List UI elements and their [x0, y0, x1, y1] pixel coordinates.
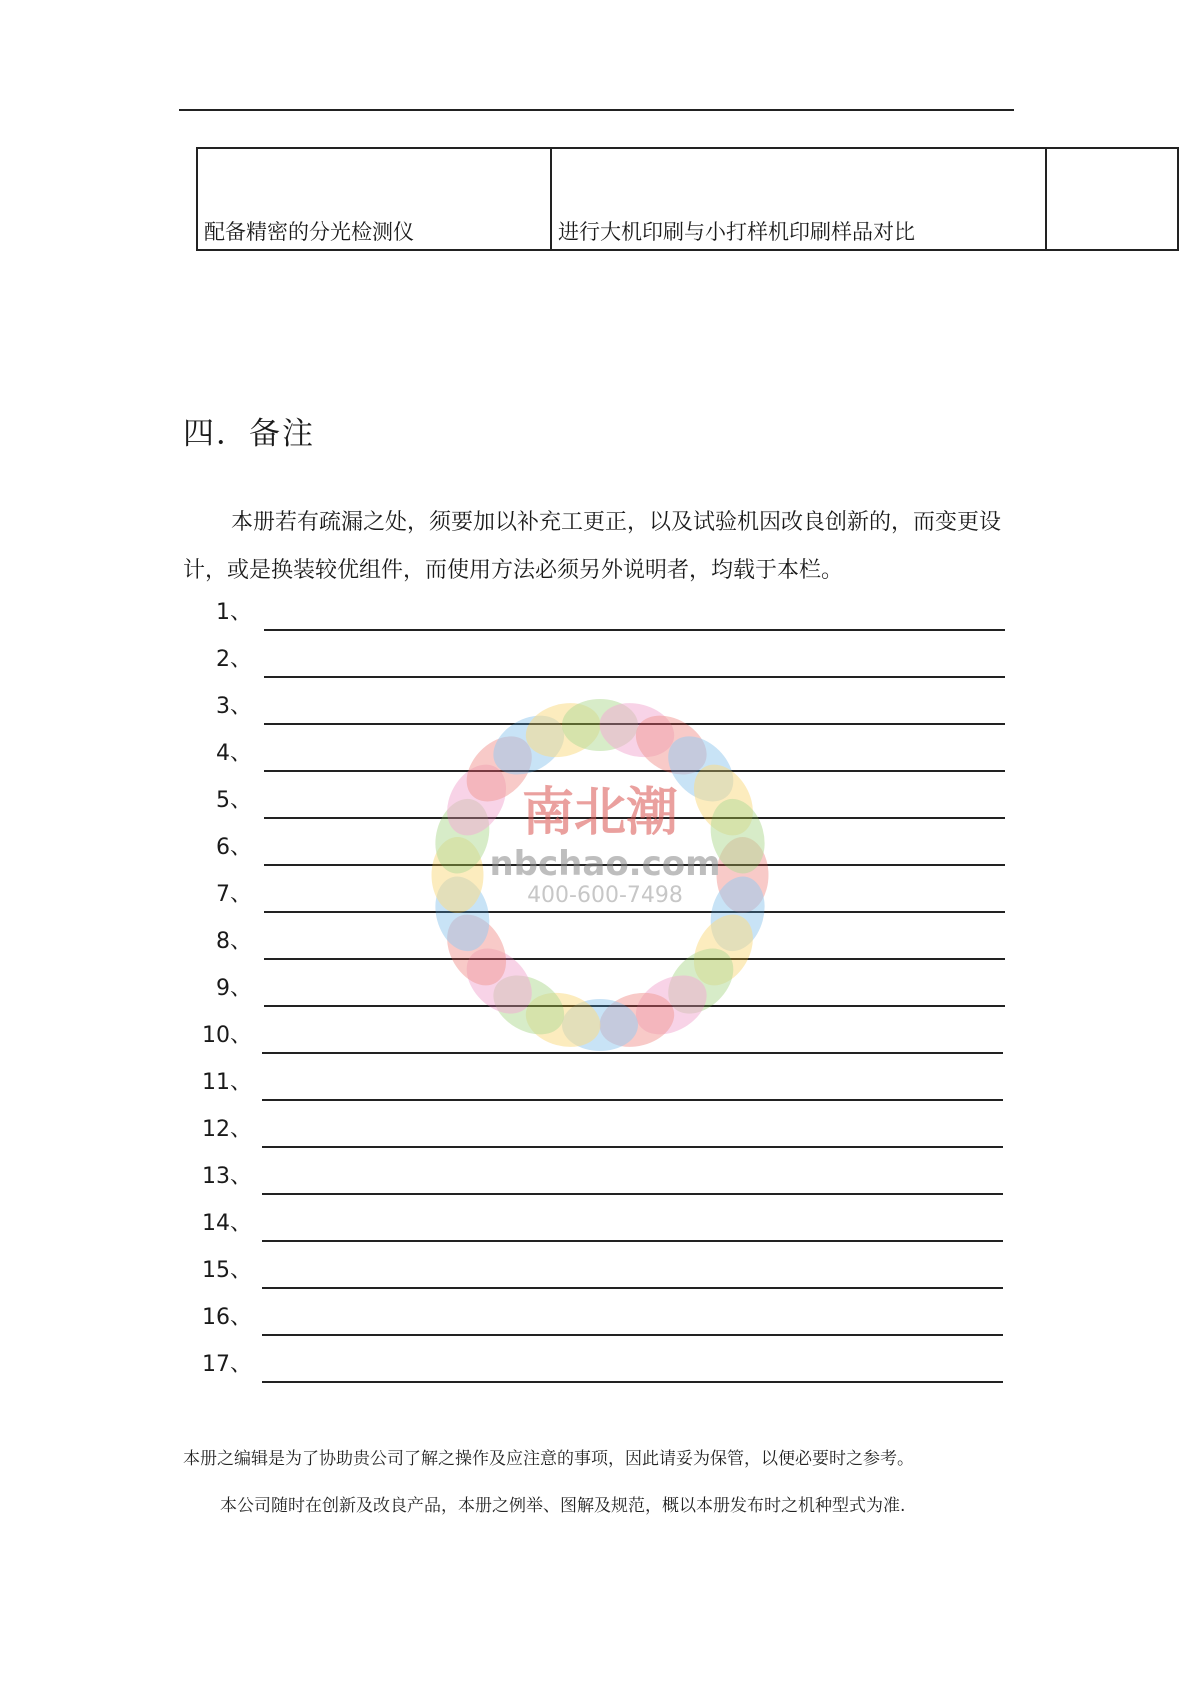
note-line: [0, 642, 1200, 678]
note-number: 3、: [216, 694, 252, 719]
intro-paragraph: 本册若有疏漏之处，须要加以补充工更正，以及试验机因改良创新的，而变更设计，或是换装较优组件，而使用方法必须另外说明者，均载于本栏。: [183, 510, 1002, 583]
note-blank-line[interactable]: [264, 676, 1005, 678]
note-number: 5、: [216, 788, 252, 813]
note-line: [0, 1347, 1200, 1383]
note-line: [0, 1112, 1200, 1148]
note-blank-line[interactable]: [264, 629, 1005, 631]
note-line: [0, 1253, 1200, 1289]
note-line: [0, 1206, 1200, 1242]
watermark-domain: nbchao.com: [489, 844, 721, 884]
footer-line-2: 本公司随时在创新及改良产品，本册之例举、图解及规范，概以本册发布时之机种型式为准.: [220, 1496, 906, 1516]
section-title: 四．备注: [183, 416, 315, 452]
note-number: 8、: [216, 929, 252, 954]
note-number: 7、: [216, 882, 252, 907]
note-blank-line[interactable]: [262, 1193, 1003, 1195]
watermark-logo: [390, 680, 810, 1080]
note-blank-line[interactable]: [262, 1381, 1003, 1383]
note-number: 4、: [216, 741, 252, 766]
footer-line-1: 本册之编辑是为了协助贵公司了解之操作及应注意的事项，因此请妥为保管，以便必要时之参考。: [183, 1449, 914, 1469]
table-cell-empty: [1046, 148, 1178, 250]
note-line: [0, 595, 1200, 631]
note-number: 16、: [202, 1305, 252, 1330]
note-number: 13、: [202, 1164, 252, 1189]
note-number: 11、: [202, 1070, 252, 1095]
note-number: 10、: [202, 1023, 252, 1048]
table-cell-description: 进行大机印刷与小打样机印刷样品对比: [551, 148, 1046, 250]
note-number: 14、: [202, 1211, 252, 1236]
note-number: 9、: [216, 976, 252, 1001]
note-blank-line[interactable]: [262, 1334, 1003, 1336]
note-number: 12、: [202, 1117, 252, 1142]
note-blank-line[interactable]: [262, 1240, 1003, 1242]
spec-table: [196, 147, 1179, 251]
watermark-phone: 400-600-7498: [527, 883, 683, 908]
note-number: 6、: [216, 835, 252, 860]
note-number: 17、: [202, 1352, 252, 1377]
header-rule: [179, 109, 1014, 111]
watermark-brand: 南北潮: [521, 782, 679, 843]
note-blank-line[interactable]: [262, 1099, 1003, 1101]
note-line: [0, 1300, 1200, 1336]
table-row: [197, 148, 1178, 250]
note-line: [0, 1159, 1200, 1195]
note-number: 1、: [216, 600, 252, 625]
note-number: 15、: [202, 1258, 252, 1283]
note-number: 2、: [216, 647, 252, 672]
note-blank-line[interactable]: [262, 1287, 1003, 1289]
table-cell-equipment: 配备精密的分光检测仪: [197, 148, 551, 250]
note-blank-line[interactable]: [262, 1146, 1003, 1148]
